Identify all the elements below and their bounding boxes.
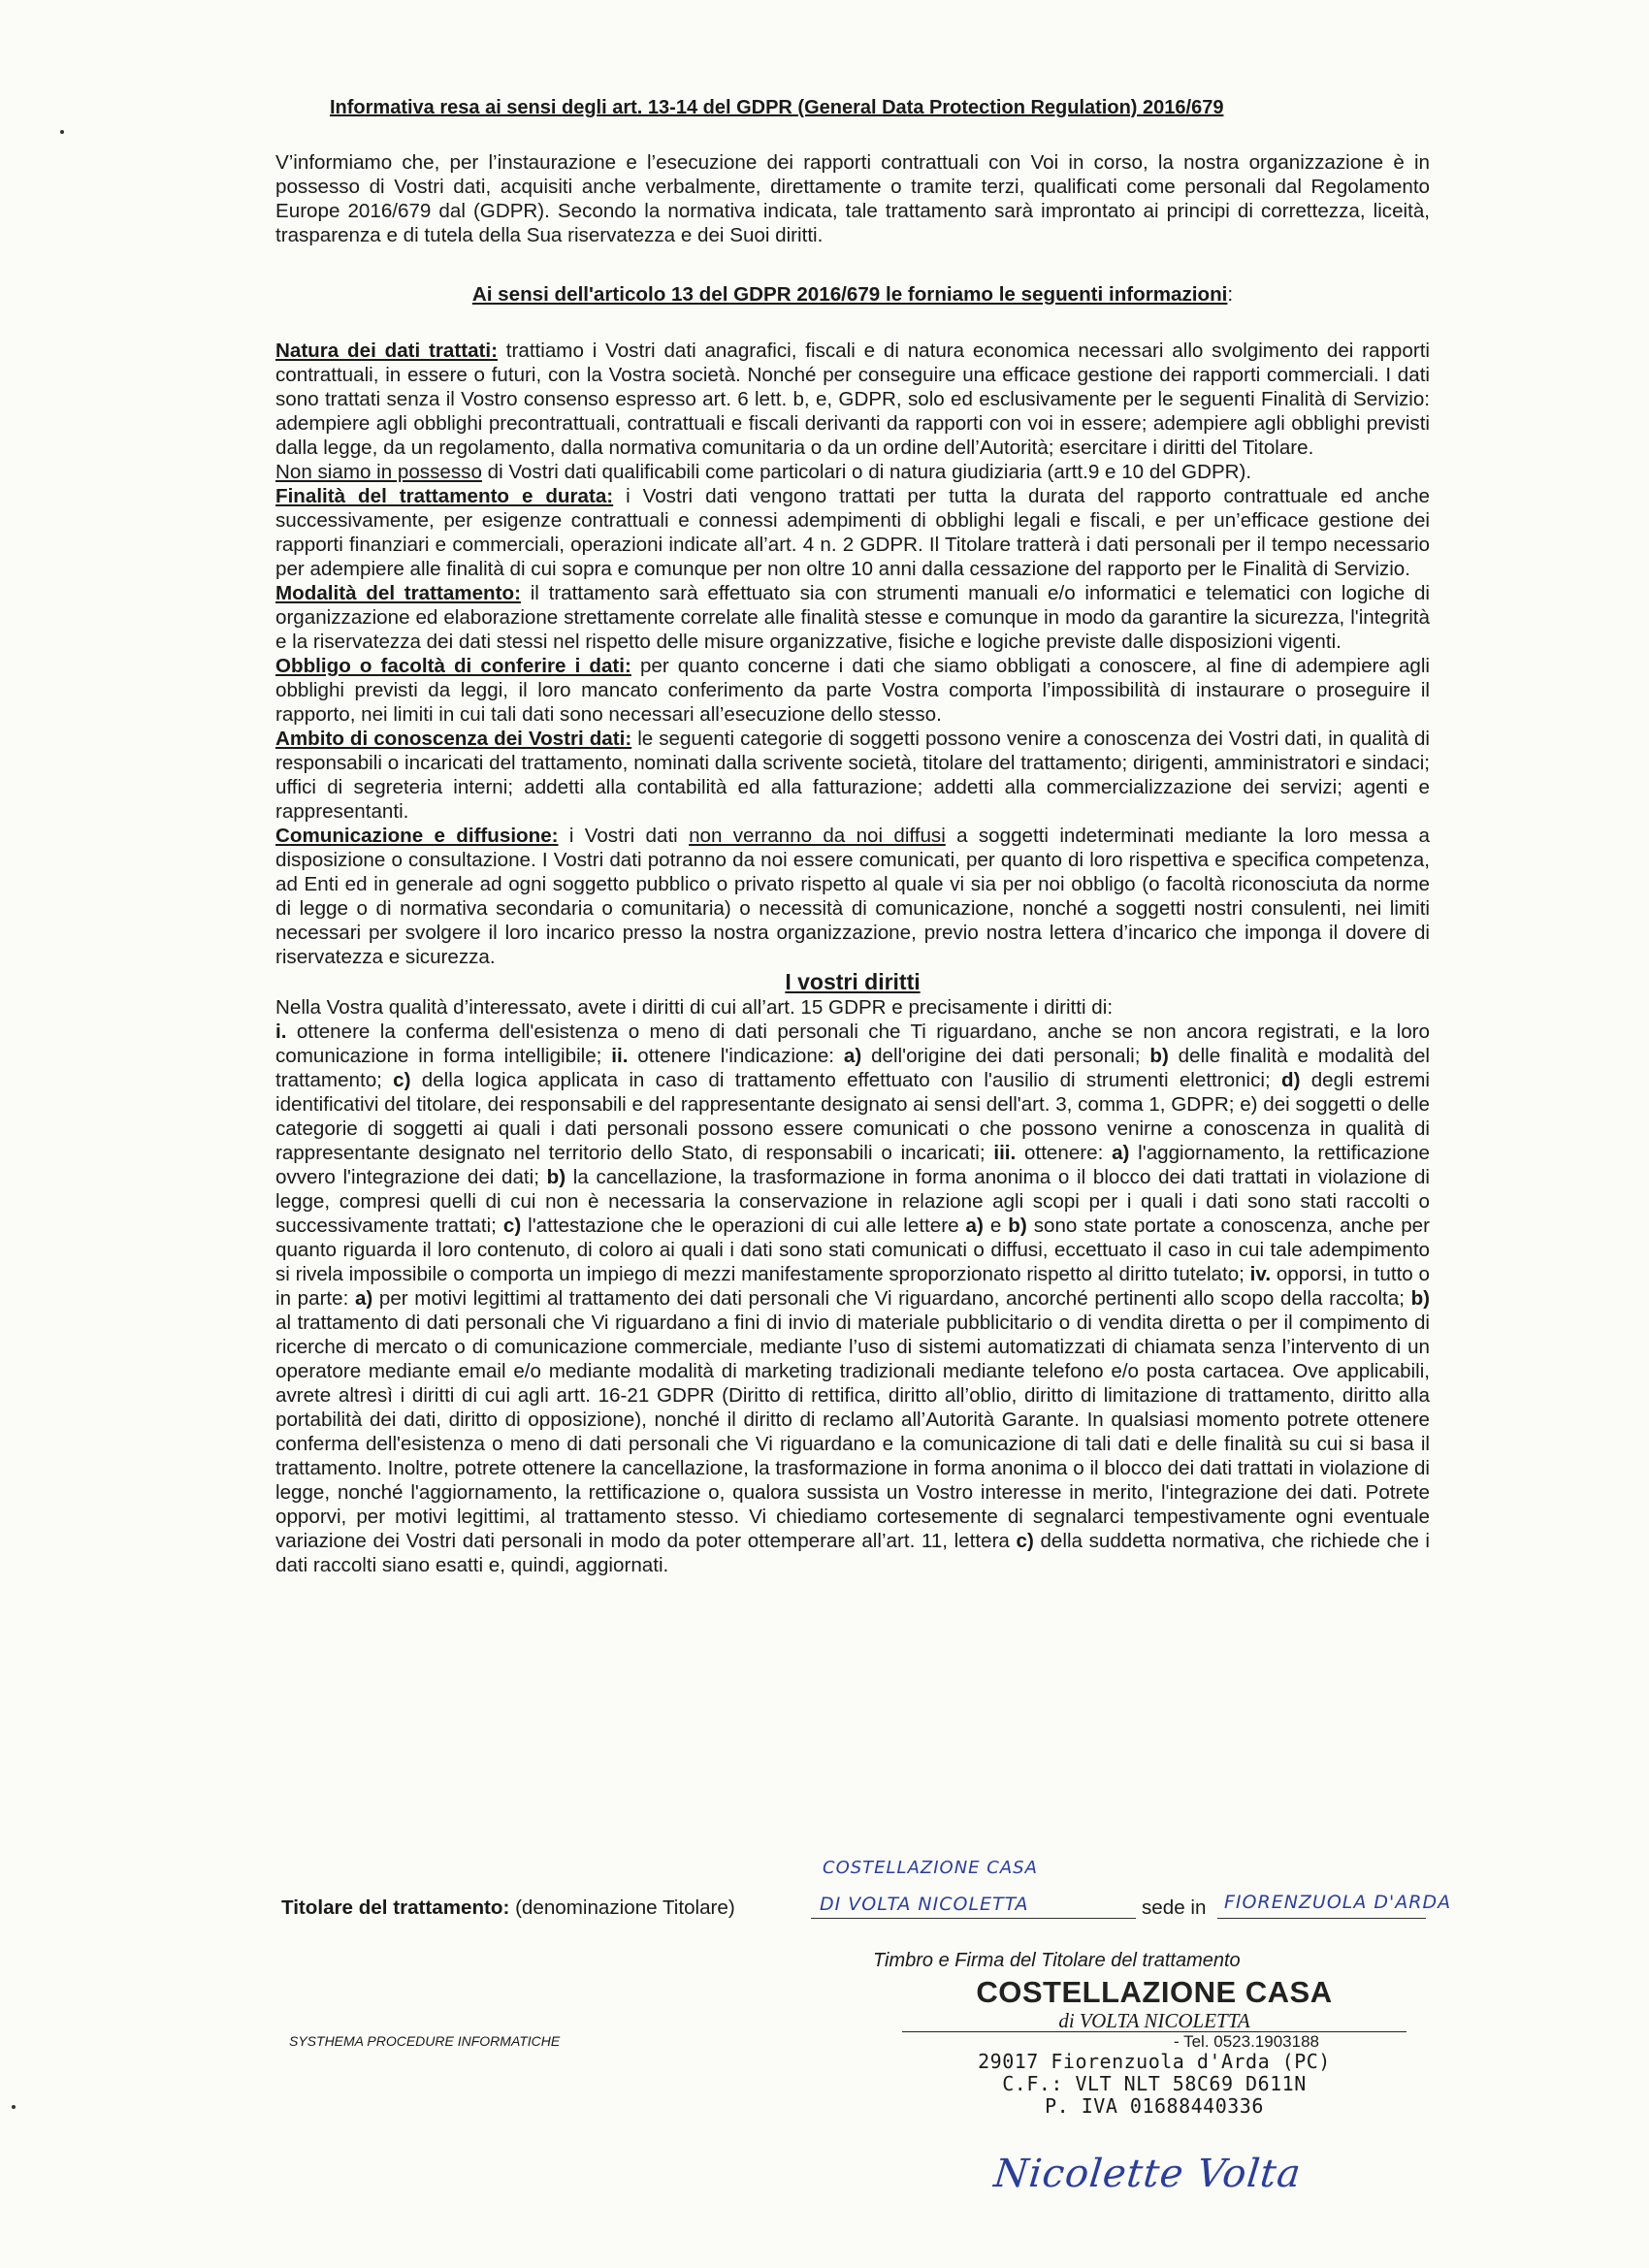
- rights-text: l'attestazione che le operazioni di cui alle lettere: [521, 1215, 966, 1237]
- natura-label: Natura dei dati trattati:: [275, 340, 498, 362]
- rights-letter-a: a): [1112, 1142, 1130, 1164]
- stamp-vat: P. IVA 01688440336: [1045, 2094, 1264, 2118]
- rights-letter-a: a): [965, 1215, 984, 1237]
- obbligo-text: per quanto concerne i dati che siamo obbligati a conoscere, al fine di adempiere agli obblighi previsti da leggi, il loro mancato conferimento da parte Vostra comporta l’impossibilità di instaurare o proseguire il rapporto, nei limiti in cui tali dati sono necessari all’esecuzione dello stesso.: [275, 655, 1430, 726]
- rights-letter-b: b): [1008, 1215, 1027, 1237]
- non-possesso-paragraph: [275, 460, 1430, 484]
- rights-text: della logica applicata in caso di trattamento effettuato con l'ausilio di strumenti elettronici;: [410, 1069, 1281, 1091]
- sede-label: sede in: [1142, 1896, 1207, 1919]
- handwritten-sede: FIORENZUOLA D'ARDA: [1224, 1892, 1452, 1913]
- modalita-text: il trattamento sarà effettuato sia con strumenti manuali e/o informatici e telematici con logiche di organizzazione ed elaborazione strettamente correlate alle finalità stesse e comunque in modo da garantire la sicurezza, l'integrità e la riservatezza dei dati stessi nel rispetto delle misure organizzative, fisiche e logiche previste dalle disposizioni vigenti.: [275, 582, 1430, 653]
- comunicazione-text-a: i Vostri dati: [558, 825, 690, 847]
- finalita-text: i Vostri dati vengono trattati per tutta la durata del rapporto contrattuale ed anche successivamente, per esigenze contrattuali e connessi adempimenti di obblighi legali e fiscali, e per un’efficace gestione dei rapporti finanziari e commerciali, operazioni indicate all’art. 4 n. 2 GDPR. Il Titolare tratterà i dati personali per il tempo necessario per adempiere alle finalità di cui sopra e comunque per non oltre 10 anni dalla cessazione del rapporto per le Finalità di Servizio.: [275, 485, 1430, 580]
- modalita-label: Modalità del trattamento:: [275, 582, 521, 604]
- rights-letter-c: c): [1016, 1530, 1034, 1552]
- sede-underline: [1217, 1918, 1426, 1919]
- rights-letter-c: c): [393, 1069, 411, 1091]
- intro-paragraph: V’informiamo che, per l’instaurazione e l’esecuzione dei rapporti contrattuali con Voi in corso, la nostra organizzazione è in possesso di Vostri dati, acquisiti anche verbalmente, direttamente o tramite terzi, qualificati come personali dal Regolamento Europe 2016/679 dal (GDPR). Secondo la normativa indicata, tale trattamento sarà improntato ai principi di correttezza, liceità, trasparenza e di tutela della Sua riservatezza e dei Suoi diritti.: [275, 151, 1430, 246]
- handwritten-company-line2: DI VOLTA NICOLETTA: [820, 1894, 1029, 1915]
- natura-text: trattiamo i Vostri dati anagrafici, fiscali e di natura economica necessari allo svolgimento dei rapporti contrattuali, in essere o futuri, con la Vostra società. Nonché per conseguire una efficace gestione dei rapporti commerciali. I dati sono trattati senza il Vostro consenso espresso art. 6 lett. b, e, GDPR, solo ed esclusivamente per le seguenti Finalità di Servizio: adempiere agli obblighi precontrattuali, contrattuali e fiscali derivanti da rapporti con voi in essere; adempiere agli obblighi previsti dalla legge, da un regolamento, dalla normativa comunitaria o da un ordine dell’Autorità; esercitare i diritti del Titolare.: [275, 340, 1430, 459]
- software-label: SYSTHEMA PROCEDURE INFORMATICHE: [289, 2033, 561, 2049]
- document-title: Informativa resa ai sensi degli art. 13-14 del GDPR (General Data Protection Regulation) 2016/679: [330, 97, 1224, 118]
- finalita-paragraph: [275, 484, 1430, 581]
- rights-text: e: [983, 1215, 1009, 1237]
- obbligo-label: Obbligo o facoltà di conferire i dati:: [275, 655, 631, 677]
- rights-letter-b: b): [546, 1166, 566, 1188]
- handwritten-signature: Nicolette Volta: [991, 2152, 1304, 2196]
- scan-mark: [60, 130, 64, 134]
- rights-text: ottenere la conferma dell'esistenza o meno di dati personali che Ti riguardano, anche se non ancora registrati, e la loro comunicazione in forma intelligibile;: [275, 1021, 1430, 1067]
- rights-iv: iv.: [1249, 1263, 1272, 1285]
- comunicazione-paragraph: [275, 824, 1430, 969]
- non-possesso-label: Non siamo in possesso: [275, 461, 482, 483]
- rights-title: I vostri diritti: [785, 969, 921, 994]
- titolare-row: [281, 1896, 735, 1920]
- ambito-text: le seguenti categorie di soggetti possono venire a conoscenza dei Vostri dati, in qualità di responsabili o incaricati del trattamento, nominati dalla scrivente società, titolare del trattamento; dirigenti, amministratori e sindaci; uffici di segreteria interni; addetti alla contabilità ed alla fatturazione; addetti alla commercializzazione dei servizi; agenti e rappresentanti.: [275, 728, 1430, 823]
- comunicazione-underlined: non verranno da noi diffusi: [689, 825, 946, 847]
- stamp-owner: di VOLTA NICOLETTA: [902, 2010, 1406, 2032]
- rights-letter-d: d): [1281, 1069, 1301, 1091]
- rights-letter-a: a): [354, 1287, 373, 1310]
- rights-letter-b: b): [1410, 1287, 1430, 1310]
- stamp-tax-code: C.F.: VLT NLT 58C69 D611N: [1002, 2072, 1307, 2095]
- titolare-label: Titolare del trattamento:: [281, 1896, 510, 1919]
- rights-text: l'aggiornamento, la rettificazione ovvero l'integrazione dei dati;: [275, 1142, 1431, 1188]
- main-body: [275, 339, 1430, 1577]
- company-stamp: [902, 1975, 1406, 2118]
- natura-paragraph: [275, 339, 1430, 460]
- ambito-paragraph: [275, 727, 1430, 824]
- obbligo-paragraph: [275, 654, 1430, 727]
- section-heading-text: Ai sensi dell'articolo 13 del GDPR 2016/679 le forniamo le seguenti informazioni: [471, 283, 1228, 306]
- rights-paragraph: [275, 1020, 1430, 1577]
- titolare-denominazione: (denominazione Titolare): [515, 1896, 735, 1919]
- rights-text: al trattamento di dati personali che Vi riguardano a fini di invio di materiale pubblicitario o di vendita diretta o per il compimento di ricerche di mercato o di comunicazione commerciale, mediante l’uso di sistemi automatizzati di chiamata senza l’intervento di un operatore mediante email e/o mediante modalità di marketing tradizionali mediante telefono e/o posta cartacea. Ove applicabili, avrete altresì i diritti di cui agli artt. 16-21 GDPR (Diritto di rettifica, diritto all’oblio, diritto di limitazione di trattamento, diritto alla portabilità dei dati, diritto di opposizione), nonché il diritto di reclamo all’Autorità Garante. In qualsiasi momento potrete ottenere conferma dell'esistenza o meno di dati personali che Vi riguardano e la comunicazione di tali dati e delle finalità su cui si basa il trattamento. Inoltre, potrete ottenere la cancellazione, la trasformazione in forma anonima o il blocco dei dati trattati in violazione di legge, nonché l'aggiornamento, la rettificazione o, qualora sussista un Vostro interesse in merito, l'integrazione dei dati. Potrete opporvi, per motivi legittimi, al trattamento stesso. Vi chiediamo cortesemente di segnalarci tempestivamente ogni eventuale variazione dei Vostri dati personali in modo da poter ottemperare all’art. 11, lettera: [275, 1312, 1430, 1552]
- denominazione-underline: [811, 1918, 1136, 1919]
- rights-i: i.: [275, 1021, 287, 1043]
- scan-mark: [12, 2105, 16, 2109]
- rights-text: della suddetta normativa, che richiede che i dati raccolti siano esatti e, quindi, aggiornati.: [275, 1530, 1430, 1576]
- rights-text: per motivi legittimi al trattamento dei dati personali che Vi riguardano, ancorché pertinenti allo scopo della raccolta;: [372, 1287, 1411, 1310]
- rights-letter-c: c): [502, 1215, 522, 1237]
- stamp-address: 29017 Fiorenzuola d'Arda (PC): [978, 2050, 1331, 2073]
- comunicazione-label: Comunicazione e diffusione:: [275, 825, 559, 847]
- finalita-label: Finalità del trattamento e durata:: [275, 485, 614, 507]
- rights-iii: iii.: [993, 1142, 1017, 1164]
- rights-text: ottenere:: [1016, 1142, 1113, 1164]
- stamp-company-name: COSTELLAZIONE CASA: [976, 1975, 1333, 2009]
- signature-caption: Timbro e Firma del Titolare del trattamento: [873, 1950, 1241, 1971]
- section-heading: [275, 283, 1430, 307]
- rights-text: opporsi, in tutto o in parte:: [275, 1263, 1430, 1310]
- rights-text: delle finalità e modalità del trattamento;: [275, 1045, 1430, 1091]
- rights-text: ottenere l'indicazione:: [628, 1045, 844, 1067]
- ambito-label: Ambito di conoscenza dei Vostri dati:: [275, 728, 632, 750]
- comunicazione-text-b: a soggetti indeterminati mediante la loro messa a disposizione o consultazione. I Vostri dati potranno da noi essere comunicati, per quanto di loro rispettiva e specifica competenza, ad Enti ed in generale ad ogni soggetto pubblico o privato rispetto al quale vi sia per noi obbligo (o facoltà riconosciuta da norme di legge o di normativa secondaria o comunitaria) o necessità di comunicazione, nonché a soggetti nostri consulenti, nei limiti necessari per svolgere il loro incarico presso la nostra organizzazione, previo nostra lettera d’incarico che imponga il dovere di riservatezza e sicurezza.: [275, 825, 1431, 968]
- rights-text: la cancellazione, la trasformazione in forma anonima o il blocco dei dati trattati in violazione di legge, compresi quelli di cui non è necessaria la conservazione in relazione agli scopi per i quali i dati sono stati raccolti o successivamente trattati;: [275, 1166, 1431, 1237]
- non-possesso-text: di Vostri dati qualificabili come particolari o di natura giudiziaria (artt.9 e 10 del GDPR).: [481, 461, 1252, 483]
- rights-ii: ii.: [611, 1045, 629, 1067]
- modalita-paragraph: [275, 581, 1430, 654]
- rights-text: dell'origine dei dati personali;: [861, 1045, 1150, 1067]
- rights-letter-a: a): [843, 1045, 862, 1067]
- stamp-phone: - Tel. 0523.1903188: [1174, 2032, 1319, 2051]
- rights-text: sono state portate a conoscenza, anche per quanto riguarda il loro contenuto, di coloro ai quali i dati sono stati comunicati o diffusi, eccettuato il caso in cui tale adempimento si rivela impossibile o comporta un impiego di mezzi manifestamente sproporzionato rispetto al diritto tutelato;: [275, 1215, 1430, 1285]
- rights-letter-b: b): [1149, 1045, 1169, 1067]
- rights-intro: Nella Vostra qualità d’interessato, avete i diritti di cui all’art. 15 GDPR e precisamente i diritti di:: [275, 996, 1114, 1019]
- section-heading-colon: :: [1227, 283, 1234, 306]
- handwritten-company-line1: COSTELLAZIONE CASA: [823, 1858, 1038, 1878]
- rights-text: degli estremi identificativi del titolare, dei responsabili e del rappresentante designato ai sensi dell'art. 3, comma 1, GDPR; e) dei soggetti o delle categorie di soggetti ai quali i dati personali possono essere comunicati o che possono venirne a conoscenza in qualità di rappresentante designato nel territorio dello Stato, di responsabili o incaricati;: [275, 1069, 1431, 1164]
